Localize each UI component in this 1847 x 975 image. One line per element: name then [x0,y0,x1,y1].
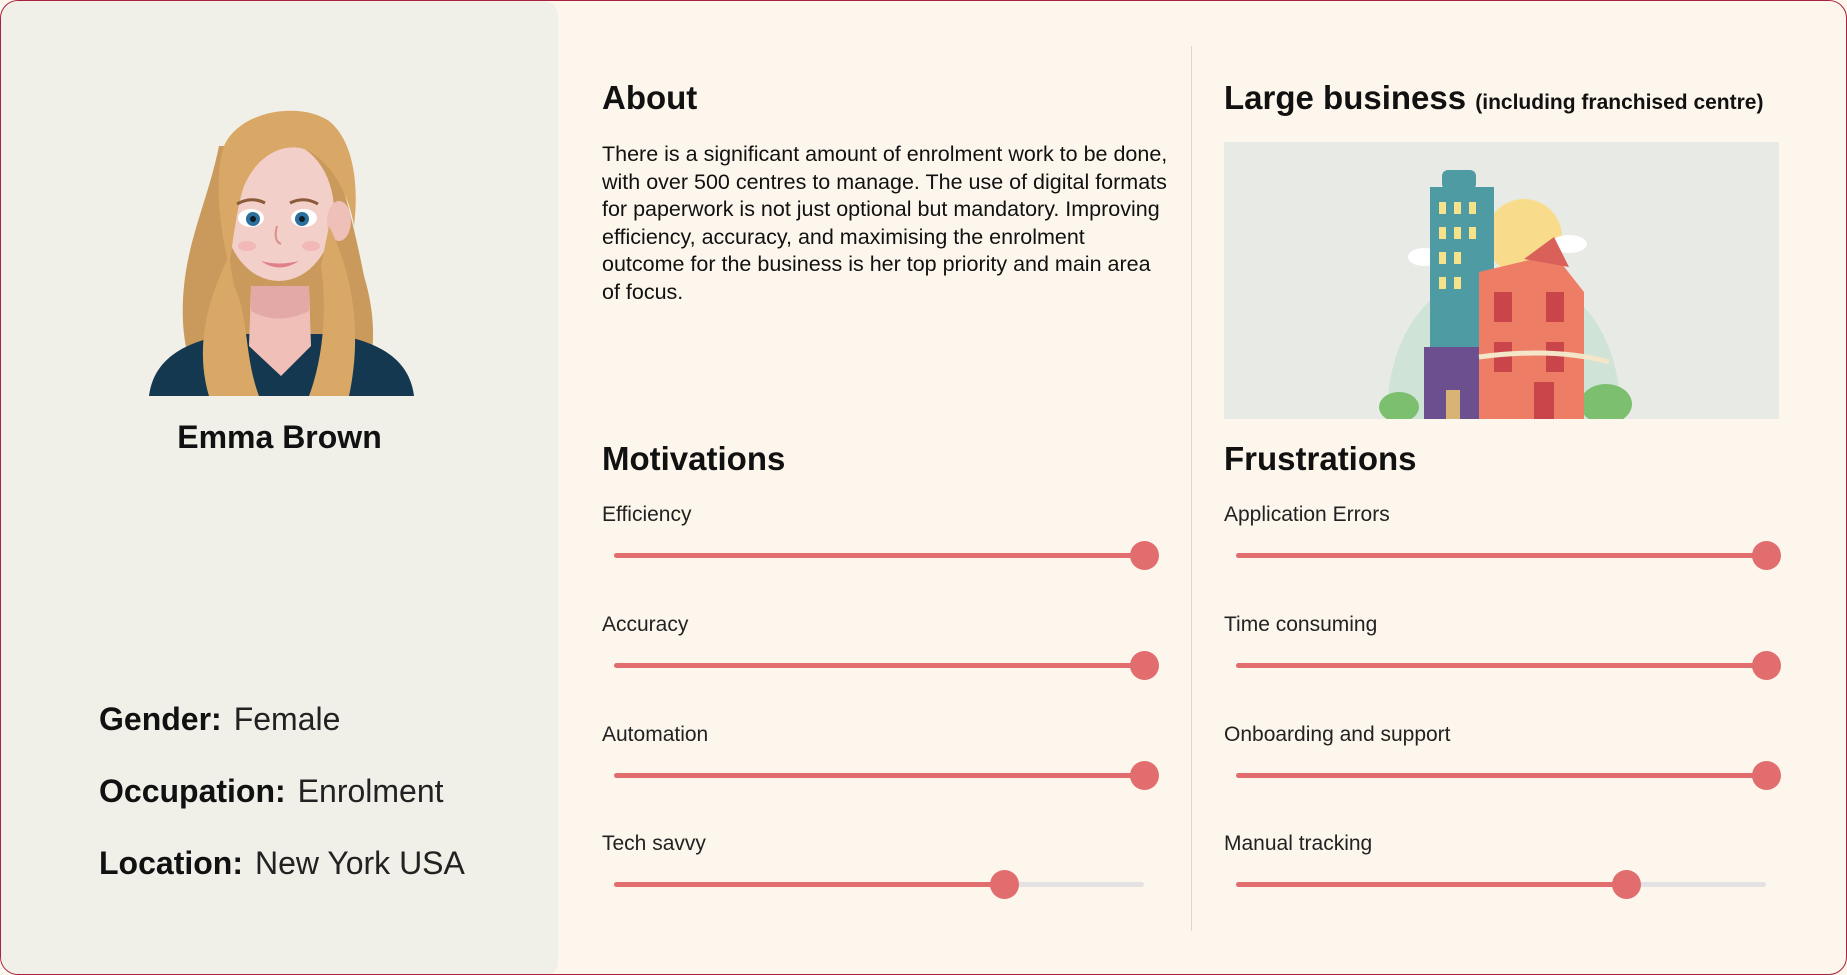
gender-value: Female [233,701,341,737]
gender-row [99,701,340,738]
frustration-slider-thumb[interactable] [1752,541,1781,570]
motivation-slider[interactable] [614,663,1144,668]
frustration-label: Onboarding and support [1224,723,1451,746]
frustration-slider-fill [1236,773,1766,778]
motivation-slider[interactable] [614,882,1144,887]
frustration-label: Time consuming [1224,613,1378,636]
frustration-slider[interactable] [1236,773,1766,778]
frustration-slider[interactable] [1236,553,1766,558]
avatar [149,106,414,396]
gender-label: Gender: [99,701,222,737]
frustration-label: Manual tracking [1224,832,1373,855]
frustration-slider-fill [1236,553,1766,558]
motivations-title: Motivations [602,440,786,477]
motivation-label: Tech savvy [602,832,706,855]
business-illustration [1224,142,1779,419]
occupation-label: Occupation: [99,773,286,809]
frustration-label: Application Errors [1224,503,1390,526]
motivation-slider[interactable] [614,773,1144,778]
frustration-slider-thumb[interactable] [1612,870,1641,899]
frustration-slider-thumb[interactable] [1752,761,1781,790]
location-row [99,845,465,882]
motivation-slider-thumb[interactable] [1130,651,1159,680]
frustrations-title: Frustrations [1224,440,1417,477]
motivation-slider-thumb[interactable] [1130,761,1159,790]
frustration-slider-fill [1236,663,1766,668]
buildings-illustration [1224,142,1779,419]
business-subtitle: (including franchised centre) [1475,91,1764,114]
motivation-slider-fill [614,773,1144,778]
motivation-label: Accuracy [602,613,689,636]
motivation-slider-fill [614,882,1004,887]
business-title-text: Large business [1224,79,1467,116]
location-value: New York USA [254,845,465,881]
about-title: About [602,79,698,116]
persona-name: Emma Brown [177,419,382,455]
motivation-slider-thumb[interactable] [1130,541,1159,570]
motivation-slider-fill [614,553,1144,558]
motivation-label: Automation [602,723,709,746]
frustration-slider-thumb[interactable] [1752,651,1781,680]
motivation-label: Efficiency [602,503,692,526]
motivation-slider-thumb[interactable] [990,870,1019,899]
frustration-slider-fill [1236,882,1626,887]
frustration-slider[interactable] [1236,882,1766,887]
occupation-row [99,773,444,810]
occupation-value: Enrolment [297,773,444,809]
location-label: Location: [99,845,243,881]
motivation-slider-fill [614,663,1144,668]
motivation-slider[interactable] [614,553,1144,558]
profile-panel [1,1,558,975]
business-title [1224,79,1763,117]
column-divider [1191,46,1192,931]
frustration-slider[interactable] [1236,663,1766,668]
about-text: There is a significant amount of enrolment work to be done, with over 500 centres to manage. The use of digital formats for paperwork is not just optional but mandatory. Improving efficiency, accuracy, and maximising the enrolment outcome for the business is her top priority and main area of focus. [602,142,1168,304]
